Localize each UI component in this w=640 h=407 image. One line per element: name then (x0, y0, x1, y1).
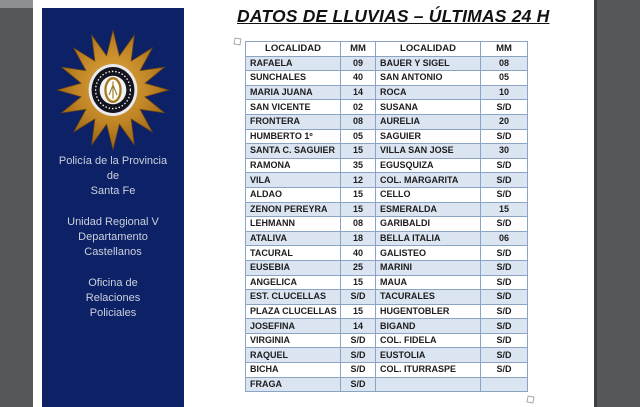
unit-line: Departamento (78, 231, 148, 243)
table-row (246, 56, 528, 71)
rainfall-table (245, 41, 528, 392)
locality-cell: TACURALES (376, 290, 481, 305)
mm-value-cell: S/D (481, 100, 528, 115)
mm-value-cell: S/D (481, 129, 528, 144)
locality-cell: BAUER Y SIGEL (376, 56, 481, 71)
mm-value-cell: 09 (341, 56, 376, 71)
locality-cell: COL. ITURRASPE (376, 363, 481, 378)
table-row (246, 363, 528, 378)
office-line: Policiales (89, 307, 137, 319)
locality-cell: ALDAO (246, 187, 341, 202)
mm-value-cell: 25 (341, 260, 376, 275)
office-name (42, 276, 184, 321)
locality-cell: MARINI (376, 260, 481, 275)
mm-value-cell: 12 (341, 173, 376, 188)
table-row (246, 231, 528, 246)
mm-value-cell: 08 (341, 114, 376, 129)
table-row (246, 333, 528, 348)
locality-cell: LEHMANN (246, 217, 341, 232)
table-row (246, 71, 528, 86)
locality-cell: BELLA ITALIA (376, 231, 481, 246)
mm-value-cell: S/D (341, 377, 376, 392)
mm-value-cell: 40 (341, 71, 376, 86)
table-row (246, 275, 528, 290)
page-title: DATOS DE LLUVIAS – ÚLTIMAS 24 H (237, 6, 550, 26)
table-row (246, 114, 528, 129)
table-row (246, 202, 528, 217)
mm-value-cell: S/D (481, 217, 528, 232)
mm-value-cell: 15 (481, 202, 528, 217)
column-header-mm-right: MM (481, 42, 528, 57)
locality-cell: MARIA JUANA (246, 85, 341, 100)
table-row (246, 290, 528, 305)
table-header-row (246, 42, 528, 57)
mm-value-cell: S/D (341, 290, 376, 305)
locality-cell: ZENON PEREYRA (246, 202, 341, 217)
locality-cell: GARIBALDI (376, 217, 481, 232)
table-move-handle (233, 37, 241, 45)
locality-cell: EUSTOLIA (376, 348, 481, 363)
table-row (246, 377, 528, 392)
viewer-left-margin (0, 0, 33, 407)
locality-cell: SAN VICENTE (246, 100, 341, 115)
mm-value-cell: S/D (481, 260, 528, 275)
locality-cell: SAGUIER (376, 129, 481, 144)
mm-value-cell: S/D (481, 333, 528, 348)
locality-cell: BICHA (246, 363, 341, 378)
mm-value-cell: 14 (341, 85, 376, 100)
police-sidebar-panel (42, 8, 184, 407)
mm-value-cell: S/D (341, 348, 376, 363)
locality-cell: EST. CLUCELLAS (246, 290, 341, 305)
locality-cell: PLAZA CLUCELLAS (246, 304, 341, 319)
table-row (246, 85, 528, 100)
mm-value-cell: 14 (341, 319, 376, 334)
mm-value-cell: 15 (341, 144, 376, 159)
mm-value-cell: 15 (341, 187, 376, 202)
org-name (42, 154, 184, 199)
locality-cell: EGUSQUIZA (376, 158, 481, 173)
locality-cell: SUSANA (376, 100, 481, 115)
mm-value-cell: 08 (341, 217, 376, 232)
locality-cell: VIRGINIA (246, 333, 341, 348)
mm-value-cell: S/D (341, 363, 376, 378)
mm-value-cell: 10 (481, 85, 528, 100)
mm-value-cell: 08 (481, 56, 528, 71)
column-header-locality-left: LOCALIDAD (246, 42, 341, 57)
table-row (246, 158, 528, 173)
table-row (246, 173, 528, 188)
office-line: Oficina de (88, 277, 138, 289)
mm-value-cell: S/D (481, 187, 528, 202)
column-header-locality-right: LOCALIDAD (376, 42, 481, 57)
mm-value-cell: 02 (341, 100, 376, 115)
mm-value-cell: 20 (481, 114, 528, 129)
table-row (246, 260, 528, 275)
locality-cell: BIGAND (376, 319, 481, 334)
locality-cell: FRONTERA (246, 114, 341, 129)
mm-value-cell (481, 377, 528, 392)
locality-cell: RAQUEL (246, 348, 341, 363)
locality-cell: VILLA SAN JOSE (376, 144, 481, 159)
mm-value-cell: S/D (481, 290, 528, 305)
locality-cell: HUMBERTO 1º (246, 129, 341, 144)
table-row (246, 100, 528, 115)
table-row (246, 304, 528, 319)
mm-value-cell: S/D (341, 333, 376, 348)
mm-value-cell: S/D (481, 173, 528, 188)
locality-cell: VILA (246, 173, 341, 188)
mm-value-cell: 05 (341, 129, 376, 144)
org-line: de (106, 170, 120, 182)
locality-cell: MAUA (376, 275, 481, 290)
viewer-right-margin (597, 0, 640, 407)
locality-cell: SANTA C. SAGUIER (246, 144, 341, 159)
locality-cell: CELLO (376, 187, 481, 202)
table-row (246, 348, 528, 363)
mm-value-cell: S/D (481, 246, 528, 261)
unit-line: Unidad Regional V (67, 216, 159, 228)
mm-value-cell: 15 (341, 304, 376, 319)
locality-cell (376, 377, 481, 392)
locality-cell: EUSEBIA (246, 260, 341, 275)
table-row (246, 187, 528, 202)
mm-value-cell: 15 (341, 202, 376, 217)
locality-cell: ANGELICA (246, 275, 341, 290)
mm-value-cell: S/D (481, 363, 528, 378)
locality-cell: RAMONA (246, 158, 341, 173)
mm-value-cell: 40 (341, 246, 376, 261)
locality-cell: JOSEFINA (246, 319, 341, 334)
rain-table-body (246, 56, 528, 392)
unit-line: Castellanos (84, 246, 142, 258)
regional-unit (42, 215, 184, 260)
mm-value-cell: S/D (481, 275, 528, 290)
mm-value-cell: S/D (481, 304, 528, 319)
viewer-left-margin-top (0, 0, 33, 8)
mm-value-cell: 06 (481, 231, 528, 246)
police-star-badge-icon (55, 28, 171, 152)
table-row (246, 217, 528, 232)
table-row (246, 144, 528, 159)
table-resize-handle (526, 395, 534, 403)
locality-cell: SAN ANTONIO (376, 71, 481, 86)
mm-value-cell: 05 (481, 71, 528, 86)
mm-value-cell: 35 (341, 158, 376, 173)
locality-cell: COL. MARGARITA (376, 173, 481, 188)
locality-cell: ATALIVA (246, 231, 341, 246)
locality-cell: TACURAL (246, 246, 341, 261)
office-line: Relaciones (85, 292, 141, 304)
locality-cell: FRAGA (246, 377, 341, 392)
locality-cell: AURELIA (376, 114, 481, 129)
locality-cell: GALISTEO (376, 246, 481, 261)
mm-value-cell: 15 (341, 275, 376, 290)
locality-cell: ROCA (376, 85, 481, 100)
mm-value-cell: S/D (481, 319, 528, 334)
locality-cell: RAFAELA (246, 56, 341, 71)
column-header-mm-left: MM (341, 42, 376, 57)
mm-value-cell: 18 (341, 231, 376, 246)
locality-cell: ESMERALDA (376, 202, 481, 217)
org-line: Santa Fe (90, 185, 136, 197)
table-row (246, 246, 528, 261)
locality-cell: COL. FIDELA (376, 333, 481, 348)
sidebar-text (42, 154, 184, 337)
mm-value-cell: 30 (481, 144, 528, 159)
table-row (246, 319, 528, 334)
mm-value-cell: S/D (481, 348, 528, 363)
table-row (246, 129, 528, 144)
locality-cell: HUGENTOBLER (376, 304, 481, 319)
locality-cell: SUNCHALES (246, 71, 341, 86)
mm-value-cell: S/D (481, 158, 528, 173)
org-line: Policía de la Provincia (58, 155, 168, 167)
